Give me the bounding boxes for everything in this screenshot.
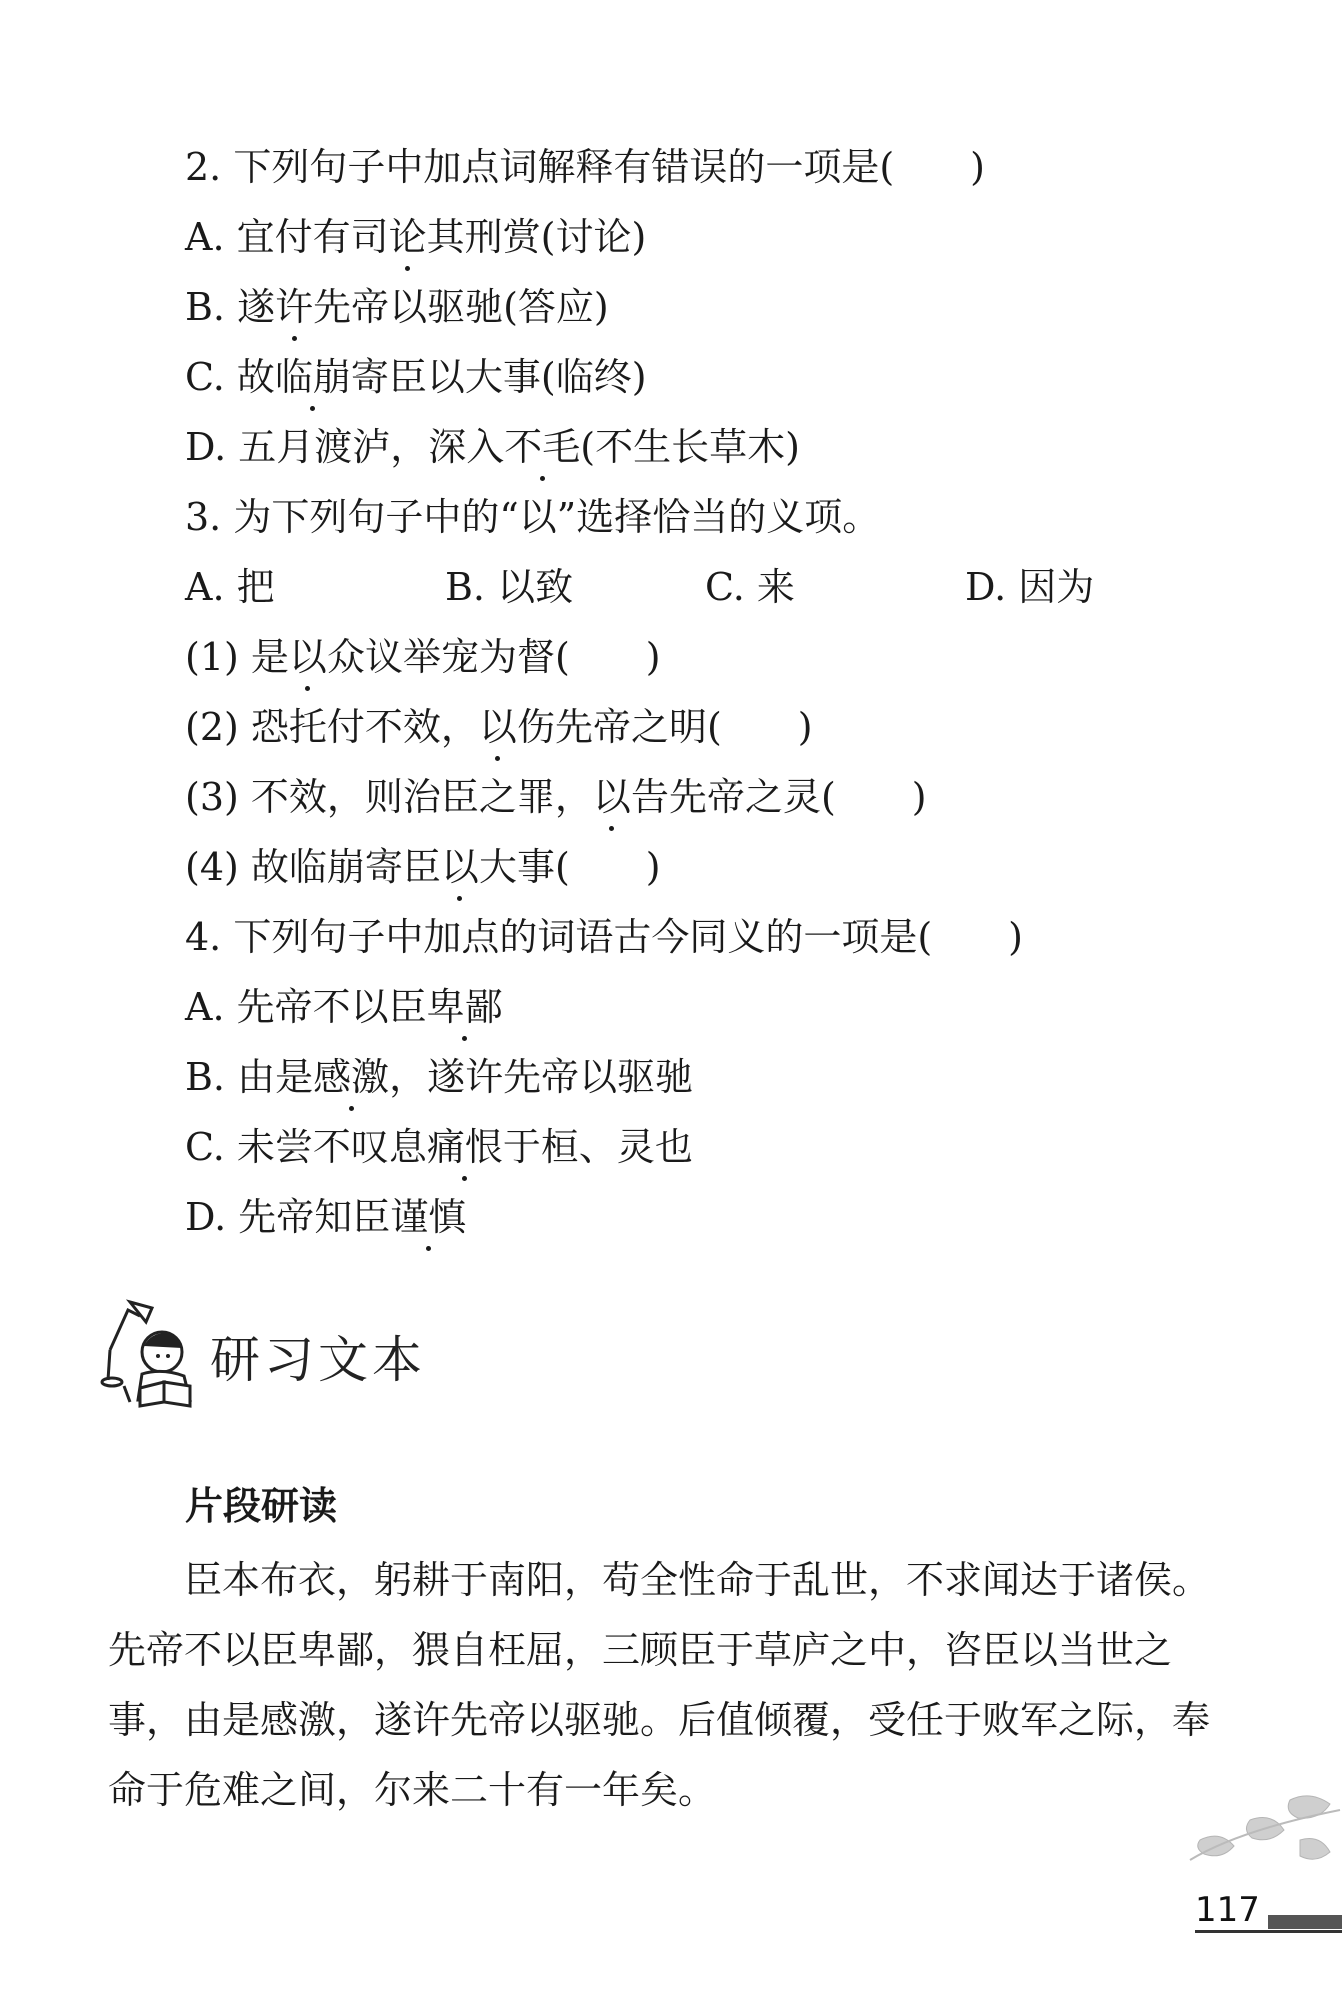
q4-option-d: D. 先帝知臣谨慎 bbox=[185, 1195, 467, 1239]
q3-option-d: D. 因为 bbox=[965, 565, 1095, 609]
dotted-word: 感激 bbox=[313, 1055, 390, 1099]
q3-option-b: B. 以致 bbox=[445, 565, 574, 609]
dotted-word: 不毛 bbox=[504, 425, 581, 469]
dotted-word: 临崩 bbox=[274, 355, 351, 399]
passage-line: 事，由是感激，遂许先帝以驱驰。后值倾覆，受任于败军之际，奉 bbox=[108, 1698, 1211, 1742]
q2-option-a: A. 宜付有司论其刑赏(讨论) bbox=[185, 215, 647, 259]
q2-option-c: C. 故临崩寄臣以大事(临终) bbox=[185, 355, 647, 399]
dotted-word: 论 bbox=[388, 215, 427, 259]
subsection-title: 片段研读 bbox=[185, 1484, 338, 1528]
q3-sentence-2: (2) 恐托付不效，以伤先帝之明( ) bbox=[185, 705, 813, 749]
page-number: 117 bbox=[1195, 1890, 1260, 1930]
dotted-word: 卑鄙 bbox=[426, 985, 503, 1029]
passage-line: 命于危难之间，尔来二十有一年矣。 bbox=[108, 1768, 717, 1812]
leaf-decoration-icon bbox=[1180, 1790, 1342, 1890]
q4-option-a: A. 先帝不以臣卑鄙 bbox=[185, 985, 503, 1029]
q3-option-a: A. 把 bbox=[185, 565, 275, 609]
dotted-word: 痛恨 bbox=[426, 1125, 503, 1169]
section-title: 研习文本 bbox=[210, 1331, 426, 1389]
page-bar-decoration bbox=[1268, 1915, 1342, 1929]
q2-stem: 2. 下列句子中加点词解释有错误的一项是( ) bbox=[185, 145, 985, 189]
q3-sentence-4: (4) 故临崩寄臣以大事( ) bbox=[185, 845, 661, 889]
q3-stem: 3. 为下列句子中的“以”选择恰当的义项。 bbox=[185, 495, 881, 539]
q2-option-d: D. 五月渡泸，深入不毛(不生长草木) bbox=[185, 425, 800, 469]
dotted-word: 以 bbox=[592, 775, 631, 819]
passage-line: 臣本布衣，躬耕于南阳，苟全性命于乱世，不求闻达于诸侯。 bbox=[108, 1558, 1211, 1602]
q3-sentence-1: (1) 是以众议举宠为督( ) bbox=[185, 635, 661, 679]
q3-option-c: C. 来 bbox=[705, 565, 795, 609]
dotted-word: 谨慎 bbox=[390, 1195, 467, 1239]
dotted-word: 以 bbox=[288, 635, 327, 679]
q4-option-b: B. 由是感激，遂许先帝以驱驰 bbox=[185, 1055, 694, 1099]
section-header bbox=[100, 1290, 440, 1410]
dotted-word: 许 bbox=[275, 285, 314, 329]
q3-sentence-3: (3) 不效，则治臣之罪，以告先帝之灵( ) bbox=[185, 775, 927, 819]
passage-line: 先帝不以臣卑鄙，猥自枉屈，三顾臣于草庐之中，咨臣以当世之 bbox=[108, 1628, 1173, 1672]
dotted-word: 以 bbox=[440, 845, 479, 889]
dotted-word: 以 bbox=[478, 705, 517, 749]
q3-options bbox=[185, 563, 1185, 611]
student-reading-lamp-icon bbox=[100, 1290, 210, 1410]
q2-option-b: B. 遂许先帝以驱驰(答应) bbox=[185, 285, 609, 329]
q4-option-c: C. 未尝不叹息痛恨于桓、灵也 bbox=[185, 1125, 693, 1169]
q4-stem: 4. 下列句子中加点的词语古今同义的一项是( ) bbox=[185, 915, 1023, 959]
page-underline bbox=[1195, 1930, 1342, 1933]
